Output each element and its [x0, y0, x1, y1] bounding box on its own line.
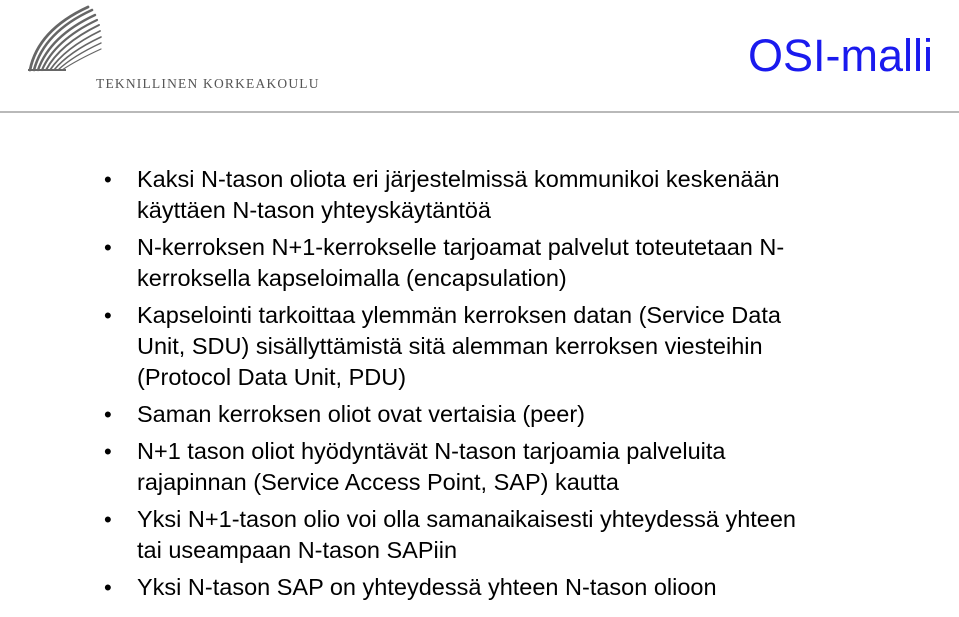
bullet-line: N-kerroksen N+1-kerrokselle tarjoamat palvelut toteutetaan N-	[137, 234, 785, 260]
bullet-item	[0, 232, 959, 294]
bullet-dot-icon: •	[104, 235, 112, 260]
bullet-line: kerroksella kapseloimalla (encapsulation)	[137, 265, 567, 291]
bullet-line: Yksi N+1-tason olio voi olla samanaikaisesti yhteydessä yhteen	[137, 506, 796, 532]
bullet-line: käyttäen N-tason yhteyskäytäntöä	[137, 197, 492, 223]
bullet-line: (Protocol Data Unit, PDU)	[137, 364, 407, 390]
bullet-item	[0, 436, 959, 498]
bullet-dot-icon: •	[104, 507, 112, 532]
bullet-line: Kapselointi tarkoittaa ylemmän kerroksen datan (Service Data	[137, 302, 781, 328]
bullet-line: rajapinnan (Service Access Point, SAP) kautta	[137, 469, 619, 495]
bullet-dot-icon: •	[104, 575, 112, 600]
bullet-line: Unit, SDU) sisällyttämistä sitä alemman kerroksen viesteihin	[137, 333, 763, 359]
bullet-item	[0, 164, 959, 226]
header-divider	[0, 111, 959, 113]
university-logo-icon	[22, 4, 122, 74]
bullet-line: tai useampaan N-tason SAPiin	[137, 537, 458, 563]
bullet-dot-icon: •	[104, 402, 112, 427]
bullet-dot-icon: •	[104, 439, 112, 464]
bullet-item	[0, 300, 959, 393]
bullet-item	[0, 504, 959, 566]
bullet-line: Saman kerroksen oliot ovat vertaisia (peer)	[137, 401, 586, 427]
bullet-dot-icon: •	[104, 303, 112, 328]
bullet-list	[0, 164, 959, 609]
slide-title: OSI-malli	[747, 30, 933, 81]
bullet-line: N+1 tason oliot hyödyntävät N-tason tarjoamia palveluita	[137, 438, 726, 464]
bullet-line: Yksi N-tason SAP on yhteydessä yhteen N-tason olioon	[137, 574, 717, 600]
bullet-line: Kaksi N-tason oliota eri järjestelmissä kommunikoi keskenään	[137, 166, 780, 192]
organization-name: TEKNILLINEN KORKEAKOULU	[96, 76, 320, 91]
bullet-dot-icon: •	[104, 167, 112, 192]
bullet-item	[0, 572, 959, 603]
bullet-item	[0, 399, 959, 430]
